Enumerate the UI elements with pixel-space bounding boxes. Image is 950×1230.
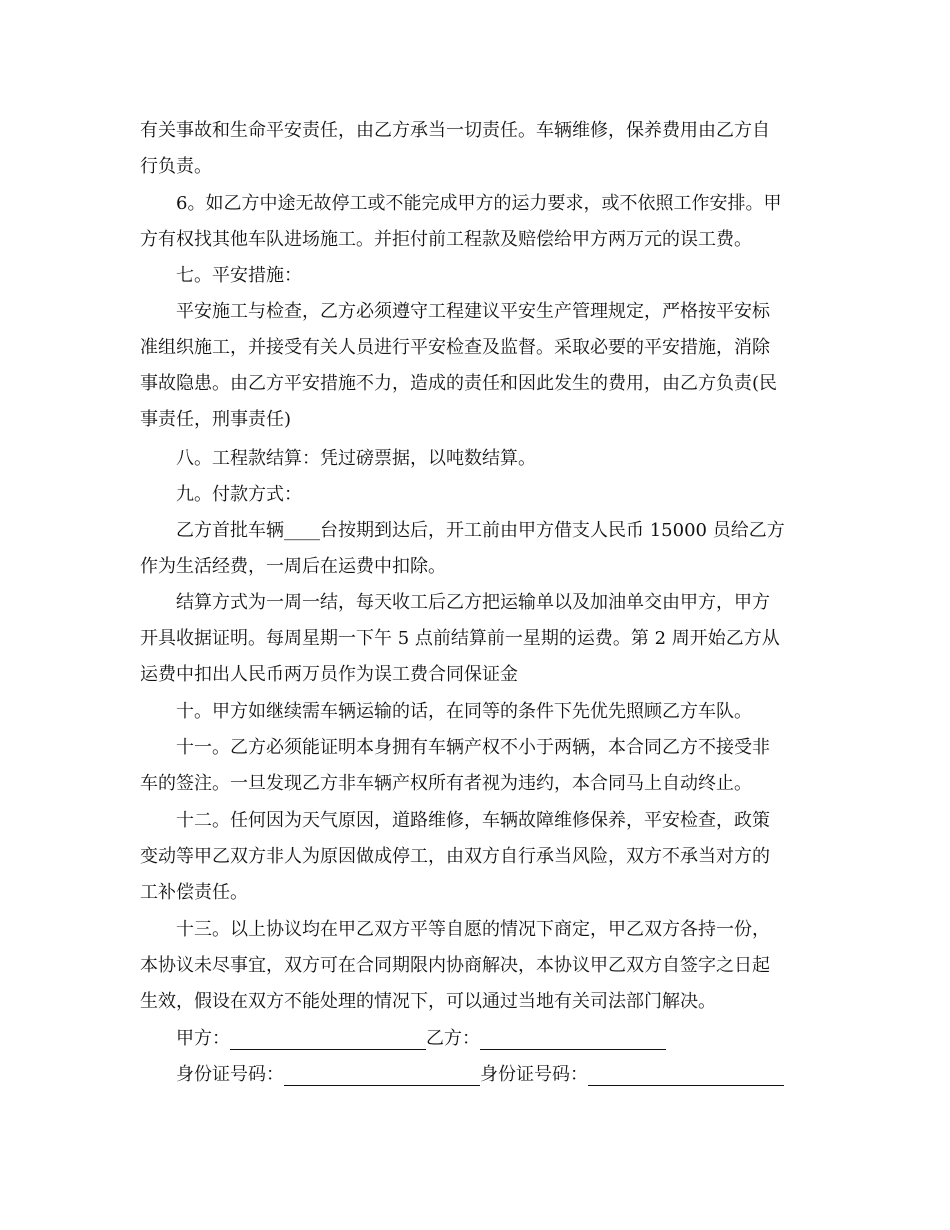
signature-line-parties [176, 1021, 666, 1057]
party-a-id-label: 身份证号码： [176, 1064, 284, 1085]
paragraph-item-12 [140, 803, 820, 911]
text-line: 七。平安措施： [176, 265, 302, 286]
text-line: 本协议未尽事宜，双方可在合同期限内协商解决，本协议甲乙双方自签字之日起 [140, 955, 770, 976]
text-line: 6。如乙方中途无故停工或不能完成甲方的运力要求，或不依照工作安排。甲 [176, 193, 782, 214]
party-b-label: 乙方： [426, 1028, 480, 1049]
paragraph-safety-liability [140, 113, 820, 185]
text-line: 十。甲方如继续需车辆运输的话，在同等的条件下先优先照顾乙方车队。 [176, 701, 752, 722]
paragraph-item-13 [140, 912, 820, 1020]
paragraph-first-batch [140, 513, 820, 585]
text-line: 平安施工与检查，乙方必须遵守工程建议平安生产管理规定，严格按平安标 [176, 301, 770, 322]
party-b-id-label: 身份证号码： [480, 1064, 588, 1085]
text-line: 事责任，刑事责任) [140, 409, 292, 430]
text-line: 作为生活经费，一周后在运费中扣除。 [140, 556, 446, 577]
text-line: 方有权找其他车队进场施工。并拒付前工程款及赔偿给甲方两万元的误工费。 [140, 229, 752, 250]
heading-payment-method [140, 477, 820, 513]
signature-line-ids [176, 1057, 784, 1093]
paragraph-item-11 [140, 730, 820, 802]
text-line: 事故隐患。由乙方平安措施不力，造成的责任和因此发生的费用，由乙方负责(民 [140, 373, 778, 394]
text-line: 十一。乙方必须能证明本身拥有车辆产权不小于两辆，本合同乙方不接受非 [176, 737, 770, 758]
party-a-signature-blank [230, 1029, 426, 1050]
text-line: 车的签注。一旦发现乙方非车辆产权所有者视为违约，本合同马上自动终止。 [140, 773, 752, 794]
text-line: 十三。以上协议均在甲乙双方平等自愿的情况下商定，甲乙双方各持一份， [176, 919, 770, 940]
text-line: 乙方首批车辆____台按期到达后，开工前由甲方借支人民币 15000 员给乙方 [176, 520, 785, 541]
heading-settlement-basis [140, 441, 820, 477]
text-line: 九。付款方式： [176, 484, 302, 505]
text-line: 工补偿责任。 [140, 882, 248, 903]
text-line: 准组织施工，并接受有关人员进行平安检查及监督。采取必要的平安措施，消除 [140, 337, 770, 358]
heading-item-10 [140, 694, 820, 730]
text-line: 八。工程款结算：凭过磅票据，以吨数结算。 [176, 448, 536, 469]
party-a-label: 甲方： [176, 1028, 230, 1049]
text-line: 行负责。 [140, 156, 212, 177]
paragraph-settlement [140, 585, 820, 693]
paragraph-safety-measures [140, 294, 820, 438]
text-line: 十二。任何因为天气原因，道路维修，车辆故障维修保养，平安检查，政策 [176, 810, 770, 831]
paragraph-item-6 [140, 186, 820, 258]
text-line: 变动等甲乙双方非人为原因做成停工，由双方自行承当风险，双方不承当对方的 [140, 846, 770, 867]
text-line: 运费中扣出人民币两万员作为误工费合同保证金 [140, 664, 518, 685]
party-a-id-blank [284, 1065, 480, 1086]
text-line: 结算方式为一周一结，每天收工后乙方把运输单以及加油单交由甲方，甲方 [176, 592, 770, 613]
text-line: 有关事故和生命平安责任，由乙方承当一切责任。车辆维修，保养费用由乙方自 [140, 120, 770, 141]
text-line: 开具收据证明。每周星期一下午 5 点前结算前一星期的运费。第 2 周开始乙方从 [140, 628, 780, 649]
party-b-signature-blank [480, 1029, 666, 1050]
party-b-id-blank [588, 1065, 784, 1086]
text-line: 生效，假设在双方不能处理的情况下，可以通过当地有关司法部门解决。 [140, 991, 716, 1012]
heading-safety-measures [140, 258, 820, 294]
